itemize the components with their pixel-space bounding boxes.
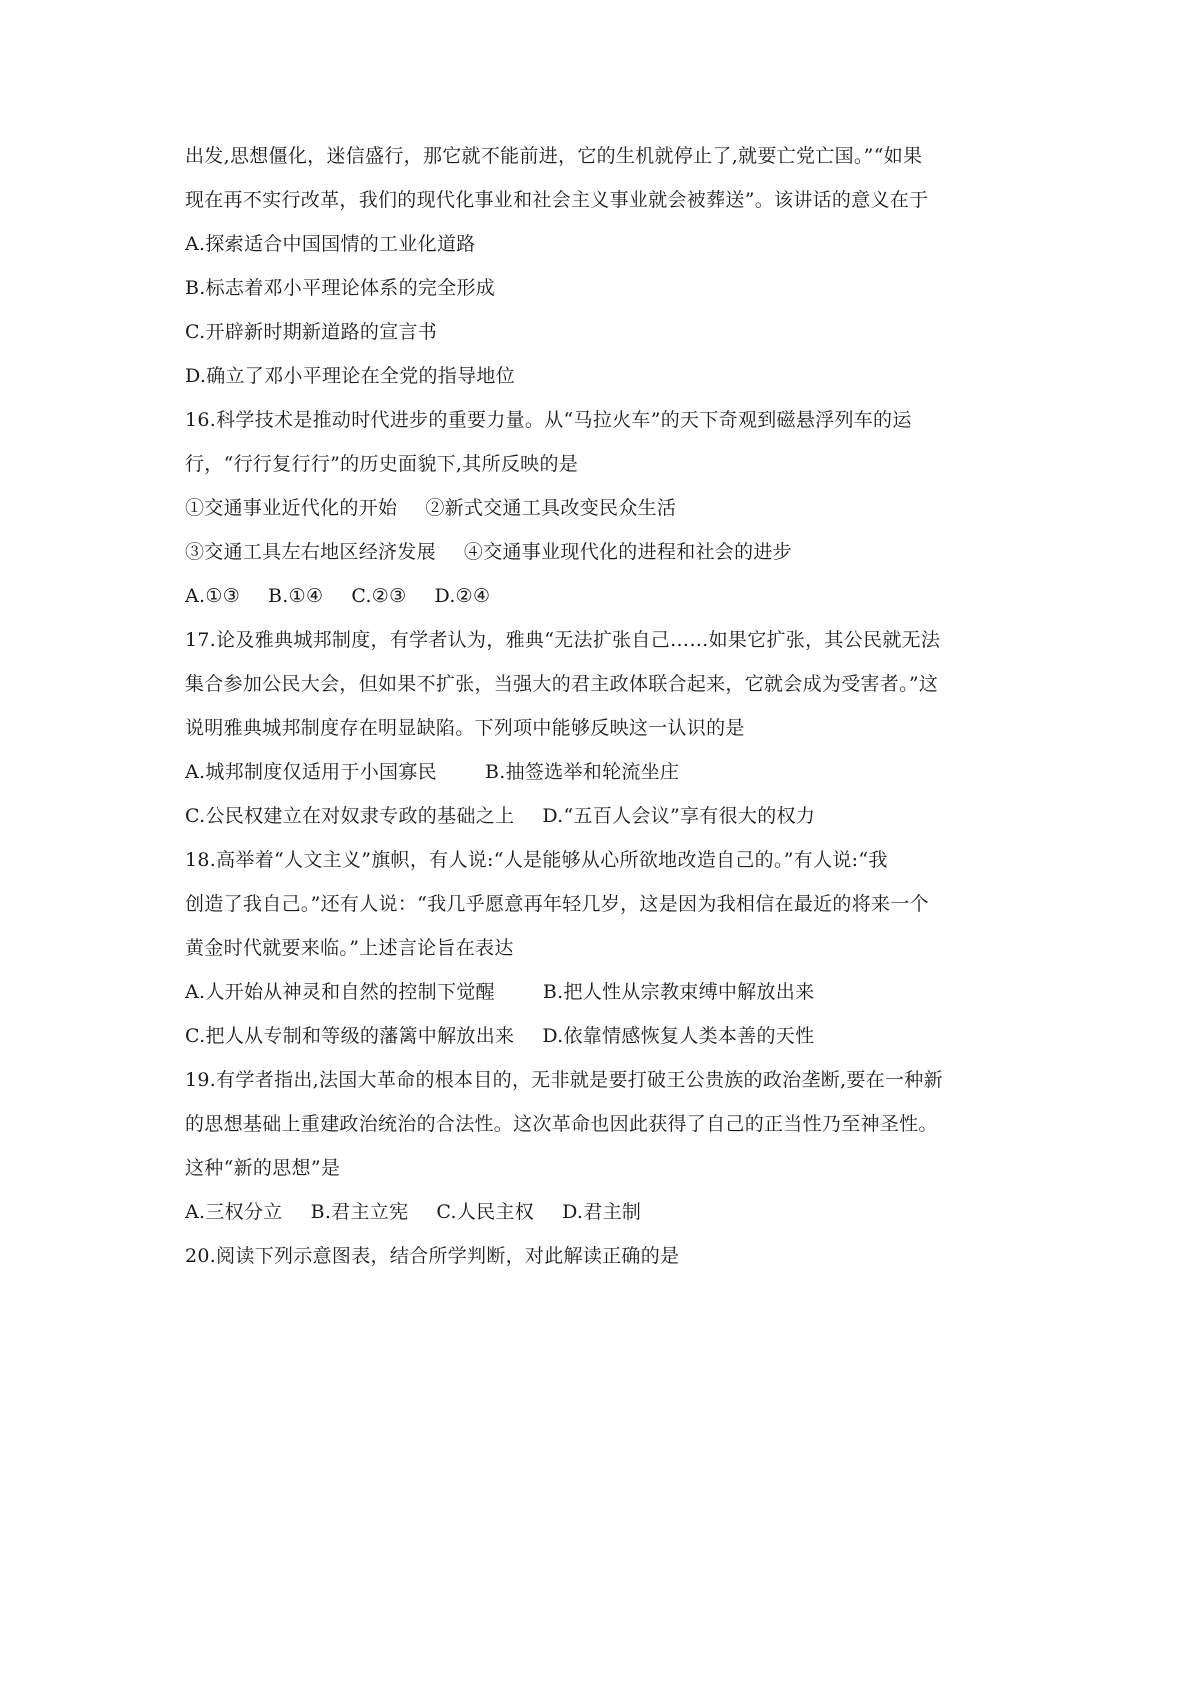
q19-options-row bbox=[185, 1198, 641, 1226]
q16-stem-line-2: 行，“行行复行行”的历史面貌下,其所反映的是 bbox=[185, 453, 579, 475]
q16-option-a: A.①③ bbox=[185, 585, 241, 607]
q19-option-d: D.君主制 bbox=[562, 1201, 642, 1223]
q16-stem-line-1: 16.科学技术是推动时代进步的重要力量。从“马拉火车”的天下奇观到磁悬浮列车的运 bbox=[185, 409, 912, 431]
q16-option-d: D.②④ bbox=[434, 585, 491, 607]
q19-stem-line-3: 这种“新的思想”是 bbox=[185, 1157, 341, 1179]
q16-items-row-1 bbox=[185, 494, 676, 522]
q18-option-b: B.把人性从宗教束缚中解放出来 bbox=[542, 981, 815, 1003]
q17-stem-line-2: 集合参加公民大会，但如果不扩张，当强大的君主政体联合起来，它就会成为受害者。”这 bbox=[185, 673, 939, 695]
q16-item-3: ③交通工具左右地区经济发展 bbox=[185, 541, 436, 563]
q18-option-c: C.把人从专制和等级的藩篱中解放出来 bbox=[185, 1025, 515, 1047]
q19-stem-line-2: 的思想基础上重建政治统治的合法性。这次革命也因此获得了自己的正当性乃至神圣性。 bbox=[185, 1113, 938, 1135]
q16-item-4: ④交通事业现代化的进程和社会的进步 bbox=[463, 541, 793, 563]
q18-stem-line-1: 18.高举着“人文主义”旗帜，有人说:“人是能够从心所欲地改造自己的。”有人说:“我 bbox=[185, 849, 888, 871]
q16-option-b: B.①④ bbox=[268, 585, 324, 607]
q15-option-a: A.探索适合中国国情的工业化道路 bbox=[185, 233, 476, 255]
q18-option-a: A.人开始从神灵和自然的控制下觉醒 bbox=[185, 981, 495, 1003]
q17-option-a: A.城邦制度仅适用于小国寡民 bbox=[185, 761, 437, 783]
q17-options-row-1 bbox=[185, 758, 679, 786]
q16-option-c: C.②③ bbox=[351, 585, 407, 607]
q18-options-row-1 bbox=[185, 978, 814, 1006]
q18-options-row-2 bbox=[185, 1022, 814, 1050]
q16-options-row bbox=[185, 582, 490, 610]
q16-item-1: ①交通事业近代化的开始 bbox=[185, 497, 398, 519]
q17-options-row-2 bbox=[185, 802, 815, 830]
q17-stem-line-3: 说明雅典城邦制度存在明显缺陷。下列项中能够反映这一认识的是 bbox=[185, 717, 745, 739]
q19-option-b: B.君主立宪 bbox=[310, 1201, 409, 1223]
q15-stem-line-1: 出发,思想僵化，迷信盛行，那它就不能前进，它的生机就停止了,就要亡党亡国。”“如果 bbox=[185, 145, 923, 167]
q17-option-b: B.抽签选举和轮流坐庄 bbox=[484, 761, 680, 783]
q16-item-2: ②新式交通工具改变民众生活 bbox=[425, 497, 677, 519]
q18-stem-line-3: 黄金时代就要来临。”上述言论旨在表达 bbox=[185, 937, 514, 959]
q15-option-d: D.确立了邓小平理论在全党的指导地位 bbox=[185, 365, 515, 387]
q16-items-row-2 bbox=[185, 538, 792, 566]
q20-stem-line-1: 20.阅读下列示意图表，结合所学判断，对此解读正确的是 bbox=[185, 1245, 680, 1267]
q18-stem-line-2: 创造了我自己。”还有人说：“我几乎愿意再年轻几岁，这是因为我相信在最近的将来一个 bbox=[185, 893, 929, 915]
q19-option-a: A.三权分立 bbox=[185, 1201, 283, 1223]
q15-option-c: C.开辟新时期新道路的宣言书 bbox=[185, 321, 438, 343]
q17-stem-line-1: 17.论及雅典城邦制度，有学者认为，雅典“无法扩张自己……如果它扩张，其公民就无法 bbox=[185, 629, 941, 651]
q19-stem-line-1: 19.有学者指出,法国大革命的根本目的，无非就是要打破王公贵族的政治垄断,要在一种新 bbox=[185, 1069, 943, 1091]
q19-option-c: C.人民主权 bbox=[436, 1201, 535, 1223]
q17-option-d: D.“五百人会议”享有很大的权力 bbox=[542, 805, 816, 827]
q15-option-b: B.标志着邓小平理论体系的完全形成 bbox=[185, 277, 496, 299]
q15-stem-line-2: 现在再不实行改革，我们的现代化事业和社会主义事业就会被葬送”。该讲话的意义在于 bbox=[185, 189, 929, 211]
q17-option-c: C.公民权建立在对奴隶专政的基础之上 bbox=[185, 805, 515, 827]
q18-option-d: D.依靠情感恢复人类本善的天性 bbox=[542, 1025, 815, 1047]
